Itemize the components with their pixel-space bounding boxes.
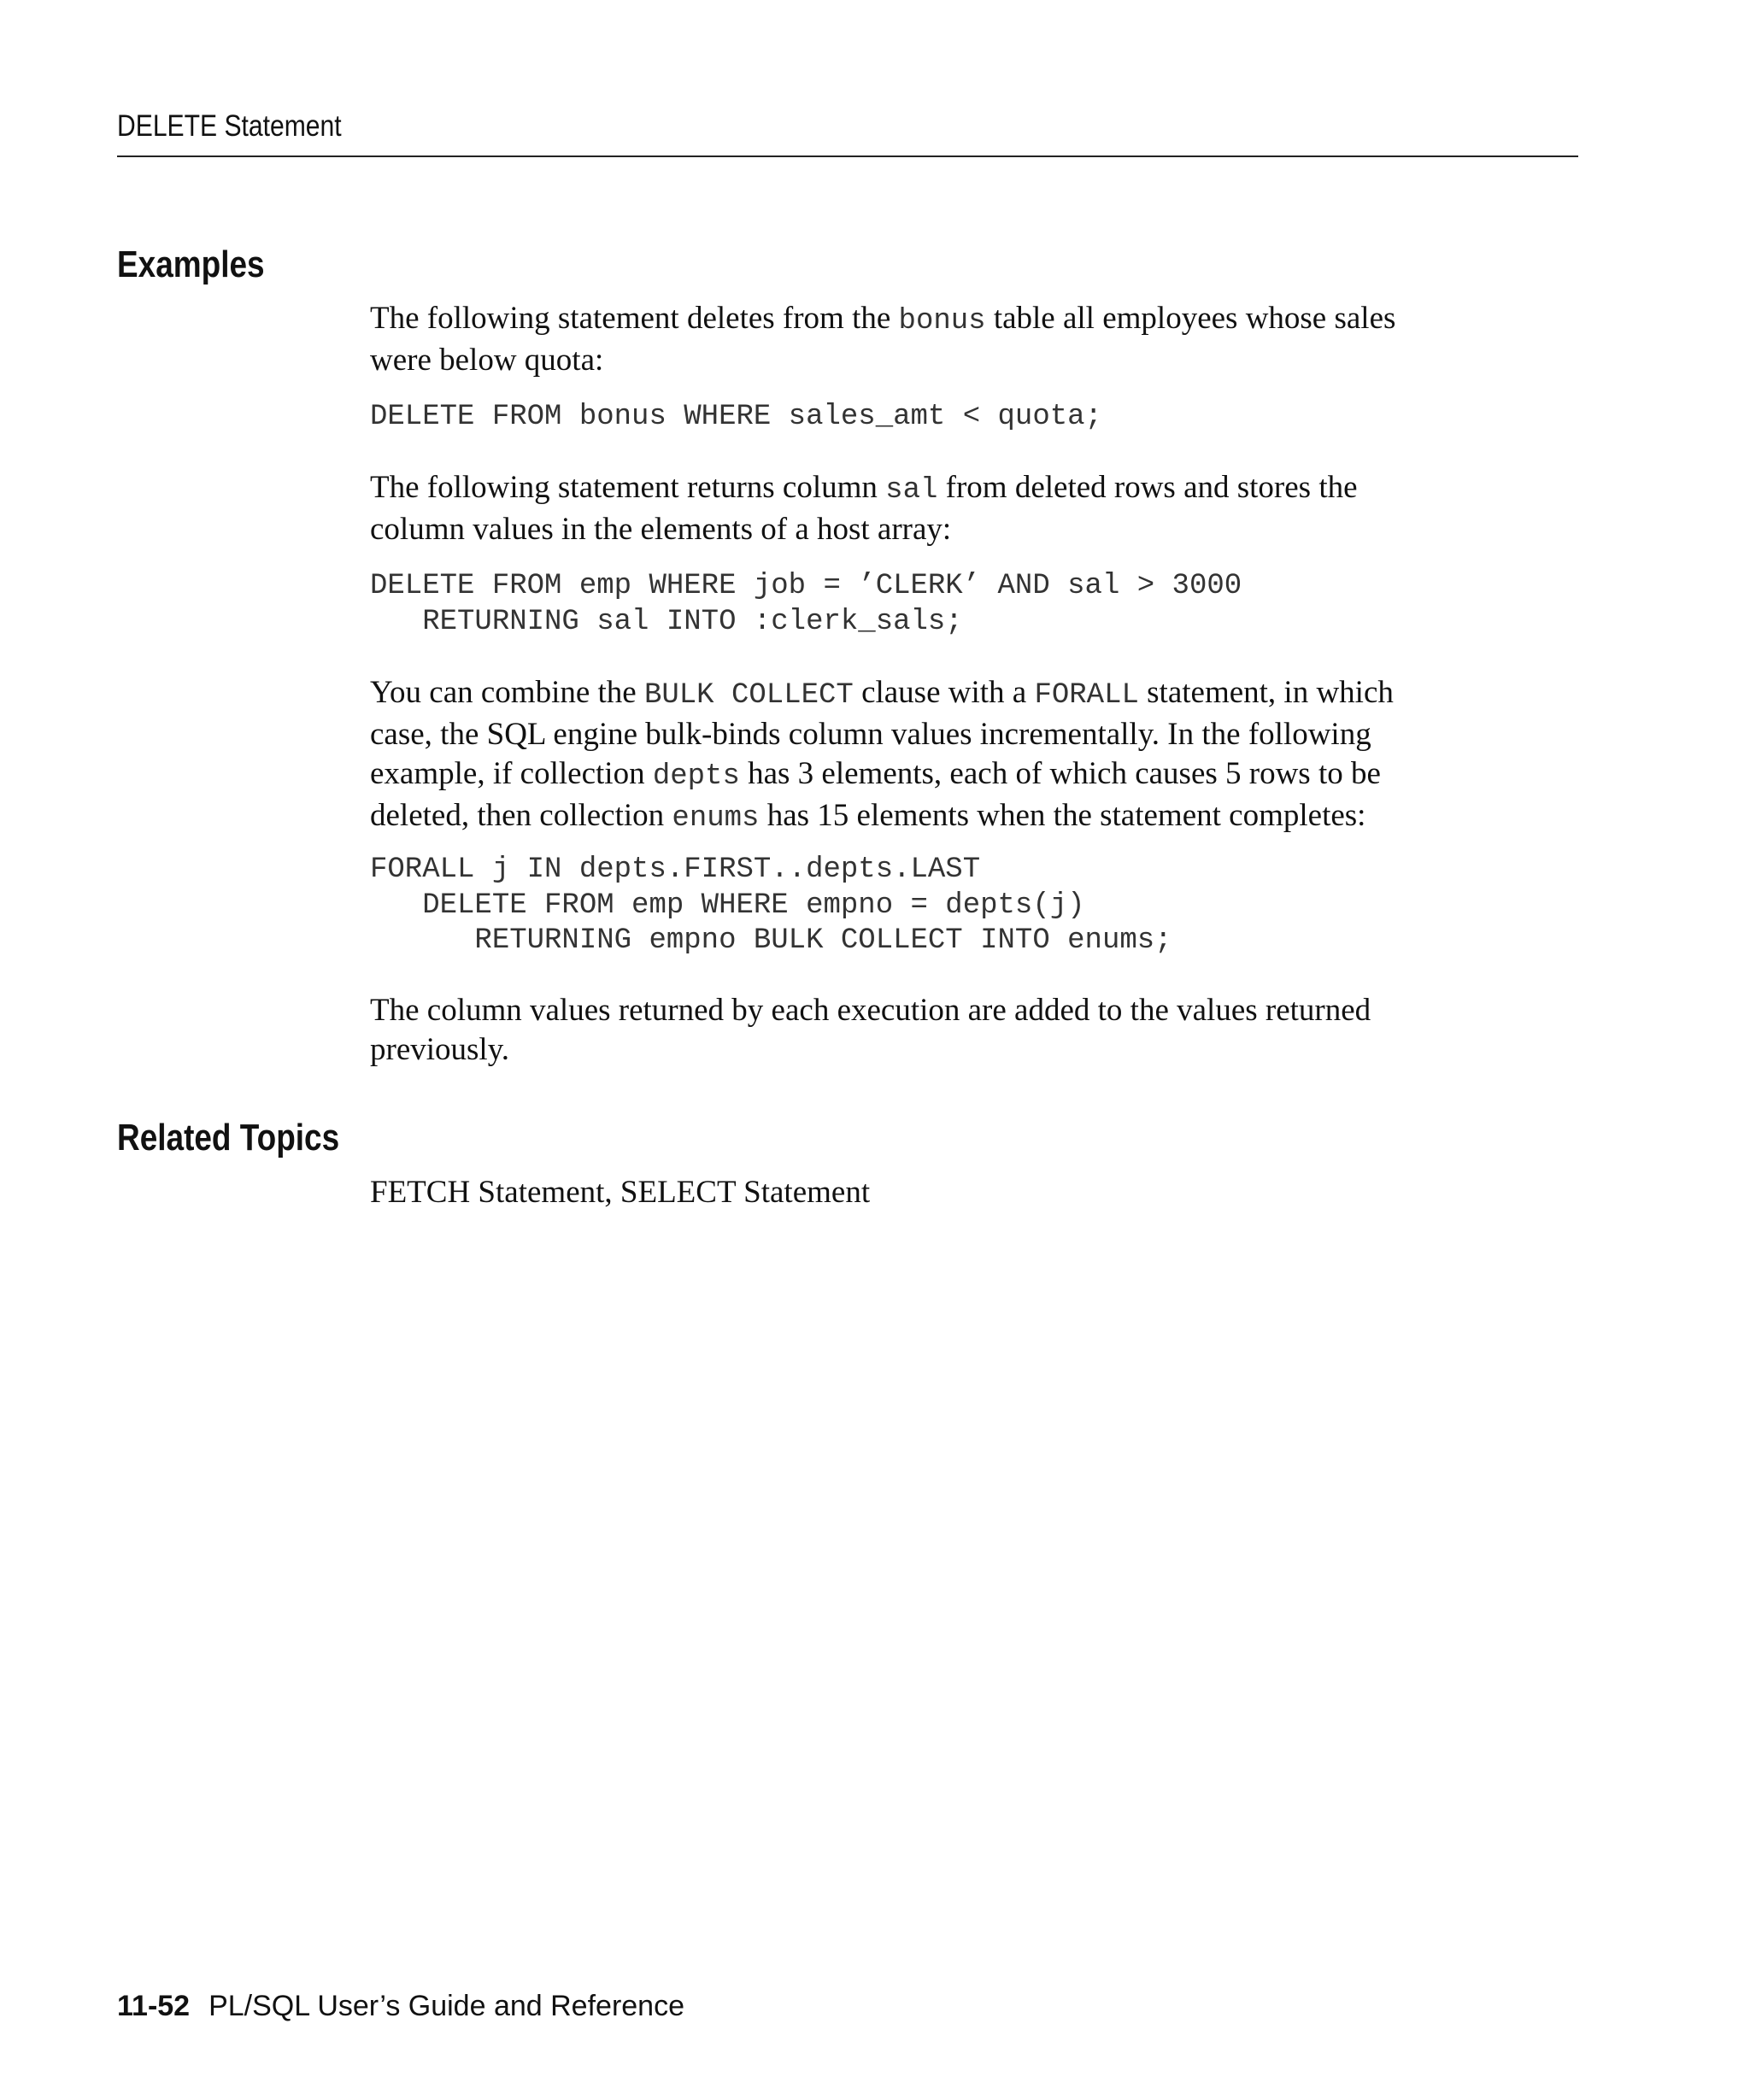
examples-paragraph-2	[370, 468, 1583, 549]
paragraph-line	[370, 299, 1583, 341]
code-example-3: FORALL j IN depts.FIRST..depts.LAST DELETE FROM emp WHERE empno = depts(j) RETURNING empno BULK COLLECT INTO enums;	[370, 853, 1172, 957]
code-example-1: DELETE FROM bonus WHERE sales_amt < quota;	[370, 401, 1102, 433]
paragraph-line: were below quota:	[370, 343, 604, 378]
related-topics-text: FETCH Statement, SELECT Statement	[370, 1175, 871, 1210]
examples-paragraph-1	[370, 299, 1583, 380]
text-run: The following statement returns column	[370, 470, 886, 505]
page-footer	[117, 1989, 684, 2023]
header-rule	[117, 155, 1578, 157]
inline-code: bonus	[898, 305, 986, 337]
paragraph-line	[370, 468, 1583, 510]
text-run: has 15 elements when the statement completes:	[759, 798, 1366, 833]
text-run: has 3 elements, each of which causes 5 rows to be	[739, 756, 1381, 791]
inline-code: sal	[885, 474, 938, 507]
paragraph-line: column values in the elements of a host array:	[370, 512, 952, 547]
paragraph-line	[370, 673, 1583, 715]
paragraph-line	[370, 796, 1583, 838]
text-run: clause with a	[853, 675, 1035, 710]
text-run: deleted, then collection	[370, 798, 672, 833]
running-header: DELETE Statement	[117, 109, 342, 143]
examples-heading: Examples	[117, 243, 265, 285]
paragraph-line	[370, 754, 1583, 796]
examples-paragraph-3	[370, 673, 1583, 838]
text-run: statement, in which	[1138, 675, 1394, 710]
text-run: The following statement deletes from the	[370, 301, 899, 336]
examples-paragraph-4	[370, 991, 1583, 1070]
code-example-2: DELETE FROM emp WHERE job = ’CLERK’ AND sal > 3000 RETURNING sal INTO :clerk_sals;	[370, 570, 1242, 638]
text-run: from deleted rows and stores the	[937, 470, 1358, 505]
inline-code: depts	[652, 760, 740, 793]
inline-code: enums	[672, 802, 760, 835]
inline-code: BULK COLLECT	[643, 679, 854, 712]
text-run: example, if collection	[370, 756, 653, 791]
page-number: 11-52	[117, 1990, 191, 2022]
paragraph-line: previously.	[370, 1032, 510, 1067]
paragraph-line: case, the SQL engine bulk-binds column values incrementally. In the following	[370, 717, 1371, 752]
paragraph-line: The column values returned by each execution are added to the values returned	[370, 993, 1371, 1028]
book-title: PL/SQL User’s Guide and Reference	[208, 1990, 684, 2022]
text-run: You can combine the	[370, 675, 644, 710]
related-topics-heading: Related Topics	[117, 1117, 340, 1159]
inline-code: FORALL	[1034, 679, 1139, 712]
text-run: table all employees whose sales	[985, 301, 1396, 336]
